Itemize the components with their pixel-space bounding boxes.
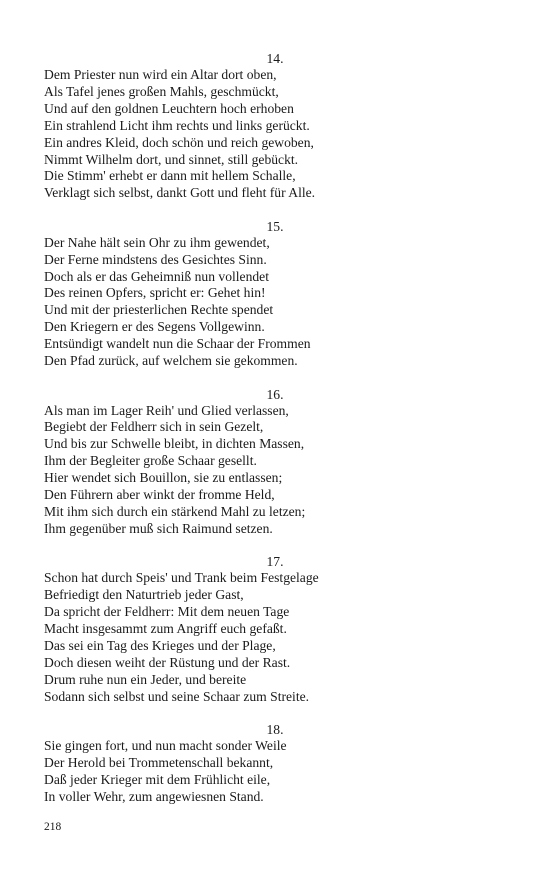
stanza-17 xyxy=(44,553,506,705)
verse-line: Nimmt Wilhelm dort, und sinnet, still gebückt. xyxy=(44,151,299,167)
verse-line: Und auf den goldnen Leuchtern hoch erhoben xyxy=(44,100,294,116)
verse-line: Die Stimm' erhebt er dann mit hellem Schalle, xyxy=(44,168,296,184)
verse-line: Der Herold bei Trommetenschall bekannt, xyxy=(44,754,274,770)
verse-line: Ihm der Begleiter große Schaar gesellt. xyxy=(44,453,257,469)
verse-line: Drum ruhe nun ein Jeder, und bereite xyxy=(44,671,247,687)
stanza-number: 17. xyxy=(266,554,284,570)
stanza-15 xyxy=(44,218,506,370)
verse-line: Dem Priester nun wird ein Altar dort oben, xyxy=(44,67,277,82)
verse-line: Befriedigt den Naturtrieb jeder Gast, xyxy=(44,587,244,603)
verse-line: Schon hat durch Speis' und Trank beim Festgelage xyxy=(44,570,319,586)
verse-line: Der Ferne mindstens des Gesichtes Sinn. xyxy=(44,251,267,267)
verse-line: Ein strahlend Licht ihm rechts und links gerückt. xyxy=(44,117,310,133)
verse-line: Macht insgesammt zum Angriff euch gefaßt. xyxy=(44,620,287,636)
page-number: 218 xyxy=(44,821,62,833)
verse-line: Doch als er das Geheimniß nun vollendet xyxy=(44,268,269,284)
verse-line: Doch diesen weiht der Rüstung und der Rast. xyxy=(44,654,291,670)
stanza-number: 15. xyxy=(266,218,284,234)
verse-line: Ihm gegenüber muß sich Raimund setzen. xyxy=(44,520,273,536)
verse-line: Und mit der priesterlichen Rechte spendet xyxy=(44,302,274,318)
stanza-number: 18. xyxy=(266,722,284,737)
verse-line: Daß jeder Krieger mit dem Frühlicht eile, xyxy=(44,771,271,787)
verse-line: Als Tafel jenes großen Mahls, geschmückt, xyxy=(44,83,279,99)
verse-line: Das sei ein Tag des Krieges und der Plage, xyxy=(44,637,276,653)
verse-line: In voller Wehr, zum angewiesnen Stand. xyxy=(44,788,264,804)
stanza-number: 14. xyxy=(266,51,284,66)
verse-line: Mit ihm sich durch ein stärkend Mahl zu letzen; xyxy=(44,503,306,519)
stanza-18 xyxy=(44,721,506,806)
stanza-number: 16. xyxy=(266,386,284,402)
verse-line: Ein andres Kleid, doch schön und reich gewoben, xyxy=(44,134,314,150)
verse-line: Da spricht der Feldherr: Mit dem neuen Tage xyxy=(44,604,290,620)
verse-line: Hier wendet sich Bouillon, sie zu entlassen; xyxy=(44,470,283,486)
verse-line: Und bis zur Schwelle bleibt, in dichten Massen, xyxy=(44,436,305,452)
verse-line: Des reinen Opfers, spricht er: Gehet hin! xyxy=(44,285,266,301)
stanza-16 xyxy=(44,386,506,538)
verse-line: Der Nahe hält sein Ohr zu ihm gewendet, xyxy=(44,234,270,250)
verse-line: Den Kriegern er des Segens Vollgewinn. xyxy=(44,319,265,335)
stanza-14 xyxy=(44,50,506,202)
poem-page xyxy=(44,50,506,821)
verse-line: Sie gingen fort, und nun macht sonder Weile xyxy=(44,738,287,753)
verse-line: Entsündigt wandelt nun die Schaar der Frommen xyxy=(44,336,311,352)
verse-line: Den Führern aber winkt der fromme Held, xyxy=(44,487,275,503)
verse-line: Verklagt sich selbst, dankt Gott und fleht für Alle. xyxy=(44,185,316,201)
verse-line: Den Pfad zurück, auf welchem sie gekommen. xyxy=(44,353,298,369)
verse-line: Begiebt der Feldherr sich in sein Gezelt, xyxy=(44,419,264,435)
verse-line: Als man im Lager Reih' und Glied verlassen, xyxy=(44,402,289,418)
verse-line: Sodann sich selbst und seine Schaar zum Streite. xyxy=(44,688,310,704)
